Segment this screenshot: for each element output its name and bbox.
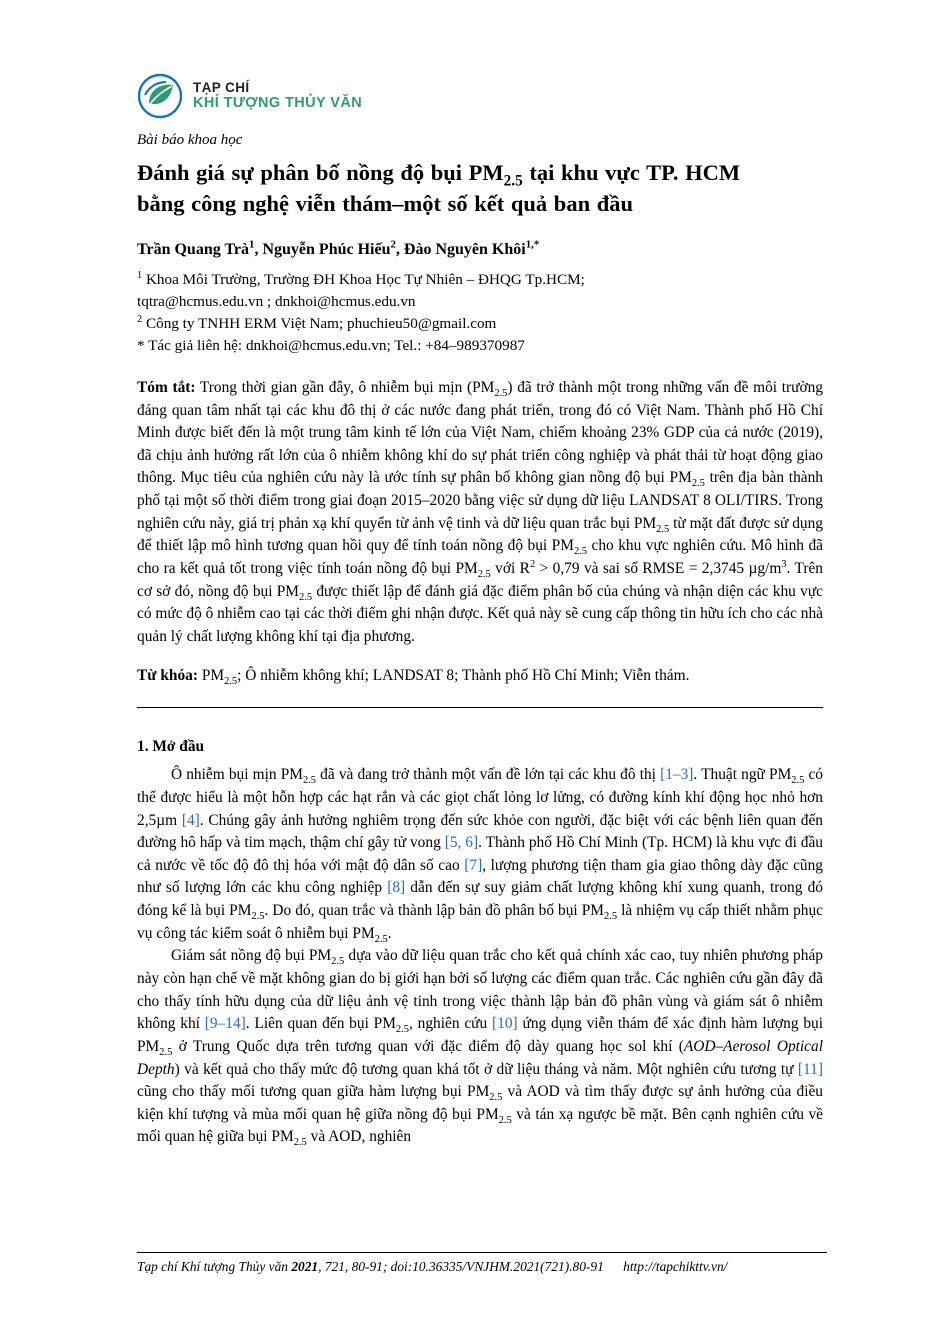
paper-content [137, 70, 823, 1149]
footer-url[interactable]: http://tapchikttv.vn/ [623, 1259, 728, 1274]
corresponding-author: * Tác giả liên hệ: dnkhoi@hcmus.edu.vn; Tel.: +84–989370987 [137, 337, 525, 355]
journal-logo [137, 70, 823, 122]
leaf-circle-logo-icon [137, 73, 183, 119]
keywords-label: Từ khóa: [137, 666, 198, 684]
author-list: Trần Quang Trà$^1$, Nguyễn Phúc Hiếu$^2$, Đào Nguyên Khôi$^{1,*}$ [137, 238, 540, 259]
article-type: Bài báo khoa học [137, 132, 243, 148]
section1-paragraph-2: Giám sát nồng độ bụi $PM_{2.5}$ dựa vào dữ liệu quan trắc cho kết quả chính xác cao, tuy nhiên phương pháp này còn hạn chế về mặt không gian do bị giới hạn bởi số lượng các điểm quan trắc. Các nghiên cứu gần đây đã cho thấy tính hữu dụng của dữ liệu ảnh vệ tinh trong việc thành lập bản đồ phân vùng và giám sát ô nhiễm không khí [9–14]. Liên quan đến bụi $PM_{2.5}$, nghiên cứu [10] ứng dụng viễn thám để xác định hàm lượng bụi $PM_{2.5}$ ở Trung Quốc dựa trên tương quan với đặc điểm độ dày quang học sol khí (AOD–Aerosol Optical Depth) và kết quả cho thấy mức độ tương quan khá tốt ở dữ liệu tháng và năm. Một nghiên cứu tương tự [11] cũng cho thấy mối tương quan giữa hàm lượng bụi $PM_{2.5}$ và AOD và tìm thấy được sự ảnh hưởng của điều kiện khí tượng và mùa mối quan hệ giữa nồng độ bụi $PM_{2.5}$ và tán xạ ngược bề mặt. Bên cạnh nghiên cứu về mối quan hệ giữa bụi $PM_{2.5}$ và AOD, nghiên [137, 947, 824, 1149]
journal-logo-line2: KHÍ TƯỢNG THỦY VĂN [193, 95, 363, 112]
affiliation-1-emails: tqtra@hcmus.edu.vn ; dnkhoi@hcmus.edu.vn [137, 293, 416, 311]
affiliation-1: $^1$ Khoa Môi Trường, Trường ĐH Khoa Học Tự Nhiên – ĐHQG Tp.HCM; [137, 270, 585, 289]
keywords: Từ khóa: $PM_{2.5}$; Ô nhiễm không khí; LANDSAT 8; Thành phố Hồ Chí Minh; Viễn thám. [137, 666, 690, 687]
affiliations [137, 269, 823, 357]
title-line1: Đánh giá sự phân bố nồng độ bụi $PM_{2.5}$ tại khu vực TP. HCM [137, 160, 741, 190]
footer-issue: 721 [324, 1259, 345, 1274]
page-title [137, 157, 823, 219]
footer-pages: , 80-91; doi:10.36335/VNJHM.2021(721).80-91 [344, 1259, 604, 1274]
affiliation-2: $^2$ Công ty TNHH ERM Việt Nam; phuchieu50@gmail.com [137, 314, 497, 333]
divider [137, 707, 823, 708]
section1-paragraph-1: Ô nhiễm bụi mịn $PM_{2.5}$ đã và đang trở thành một vấn đề lớn tại các khu đô thị [1–3]. Thuật ngữ $PM_{2.5}$ có thể được hiểu là một hỗn hợp các hạt rắn và các giọt chất lỏng lơ lửng, có đường kính khí động học nhỏ hơn 2,5µm [4]. Chúng gây ảnh hưởng nghiêm trọng đến sức khỏe con người, đặc biệt với các bệnh liên quan đến đường hô hấp và tim mạch, thậm chí gây tử vong [5, 6]. Thành phố Hồ Chí Minh (Tp. HCM) là khu vực đi đầu cả nước về tốc độ đô thị hóa với mật độ dân số cao [7], lượng phương tiện tham gia giao thông dày đặc cũng như số lượng lớn các khu công nghiệp [8] dẫn đến sự suy giảm chất lượng không khí xung quanh, trong đó đóng kể là bụi $PM_{2.5}$. Do đó, quan trắc và thành lập bản đồ phân bố bụi $PM_{2.5}$ là nhiệm vụ cấp thiết nhằm phục vụ công tác kiểm soát ô nhiễm bụi $PM_{2.5}$. [137, 766, 823, 945]
footer-journal: Tạp chí Khí tượng Thủy văn [137, 1259, 288, 1274]
footer-year: 2021 [291, 1259, 319, 1274]
abstract-label: Tóm tắt: [137, 378, 196, 396]
journal-logo-line1: TẠP CHÍ [193, 80, 250, 96]
journal-logo-text [193, 80, 362, 111]
abstract: Tóm tắt: Trong thời gian gần đây, ô nhiễm bụi mịn $(PM_{2.5})$ đã trở thành một trong những vấn đề môi trường đáng quan tâm nhất tại các khu đô thị ở các nước đang phát triển, trong đó có Việt Nam. Thành phố Hồ Chí Minh được biết đến là một trung tâm kinh tế lớn của Việt Nam, chiếm khoảng 23% GDP của cả nước (2019), đã chịu ảnh hưởng rất lớn của ô nhiễm không khí do sự phát triển công nghiệp và phát thải từ hoạt động giao thông. Mục tiêu của nghiên cứu này là ước tính sự phân bố không gian nồng độ bụi $PM_{2.5}$ trên địa bàn thành phố tại một số thời điểm trong giai đoạn 2015–2020 bằng việc sử dụng dữ liệu LANDSAT 8 OLI/TIRS. Trong nghiên cứu này, giá trị phản xạ khí quyển từ ảnh vệ tinh và dữ liệu quan trắc bụi $PM_{2.5}$ từ mặt đất được sử dụng để thiết lập mô hình tương quan hồi quy để tính toán nồng độ bụi $PM_{2.5}$ cho khu vực nghiên cứu. Mô hình đã cho ra kết quả tốt trong việc tính toán nồng độ bụi $PM_{2.5}$ với $R^2 > 0,79$ và sai số RMSE = 2,3745 $\mu g/m^3$. Trên cơ sở đó, nồng độ bụi $PM_{2.5}$ được thiết lập để đánh giá đặc điểm phân bố của chúng và nhận diện các khu vực có mức độ ô nhiễm cao tại các thời điểm ghi nhận được. Kết quả này sẽ cung cấp thông tin hữu ích cho các nhà quản lý chất lượng không khí tại địa phương. [137, 378, 823, 645]
section-heading-1: 1. Mở đầu [137, 738, 205, 756]
title-line2: bằng công nghệ viễn thám–một số kết quả ban đầu [137, 191, 633, 217]
page-footer: Tạp chí Khí tượng Thủy văn 2021, 721, 80-91; doi:10.36335/VNJHM.2021(721).80-91 http://tapchikttv.vn/ [137, 1252, 827, 1275]
